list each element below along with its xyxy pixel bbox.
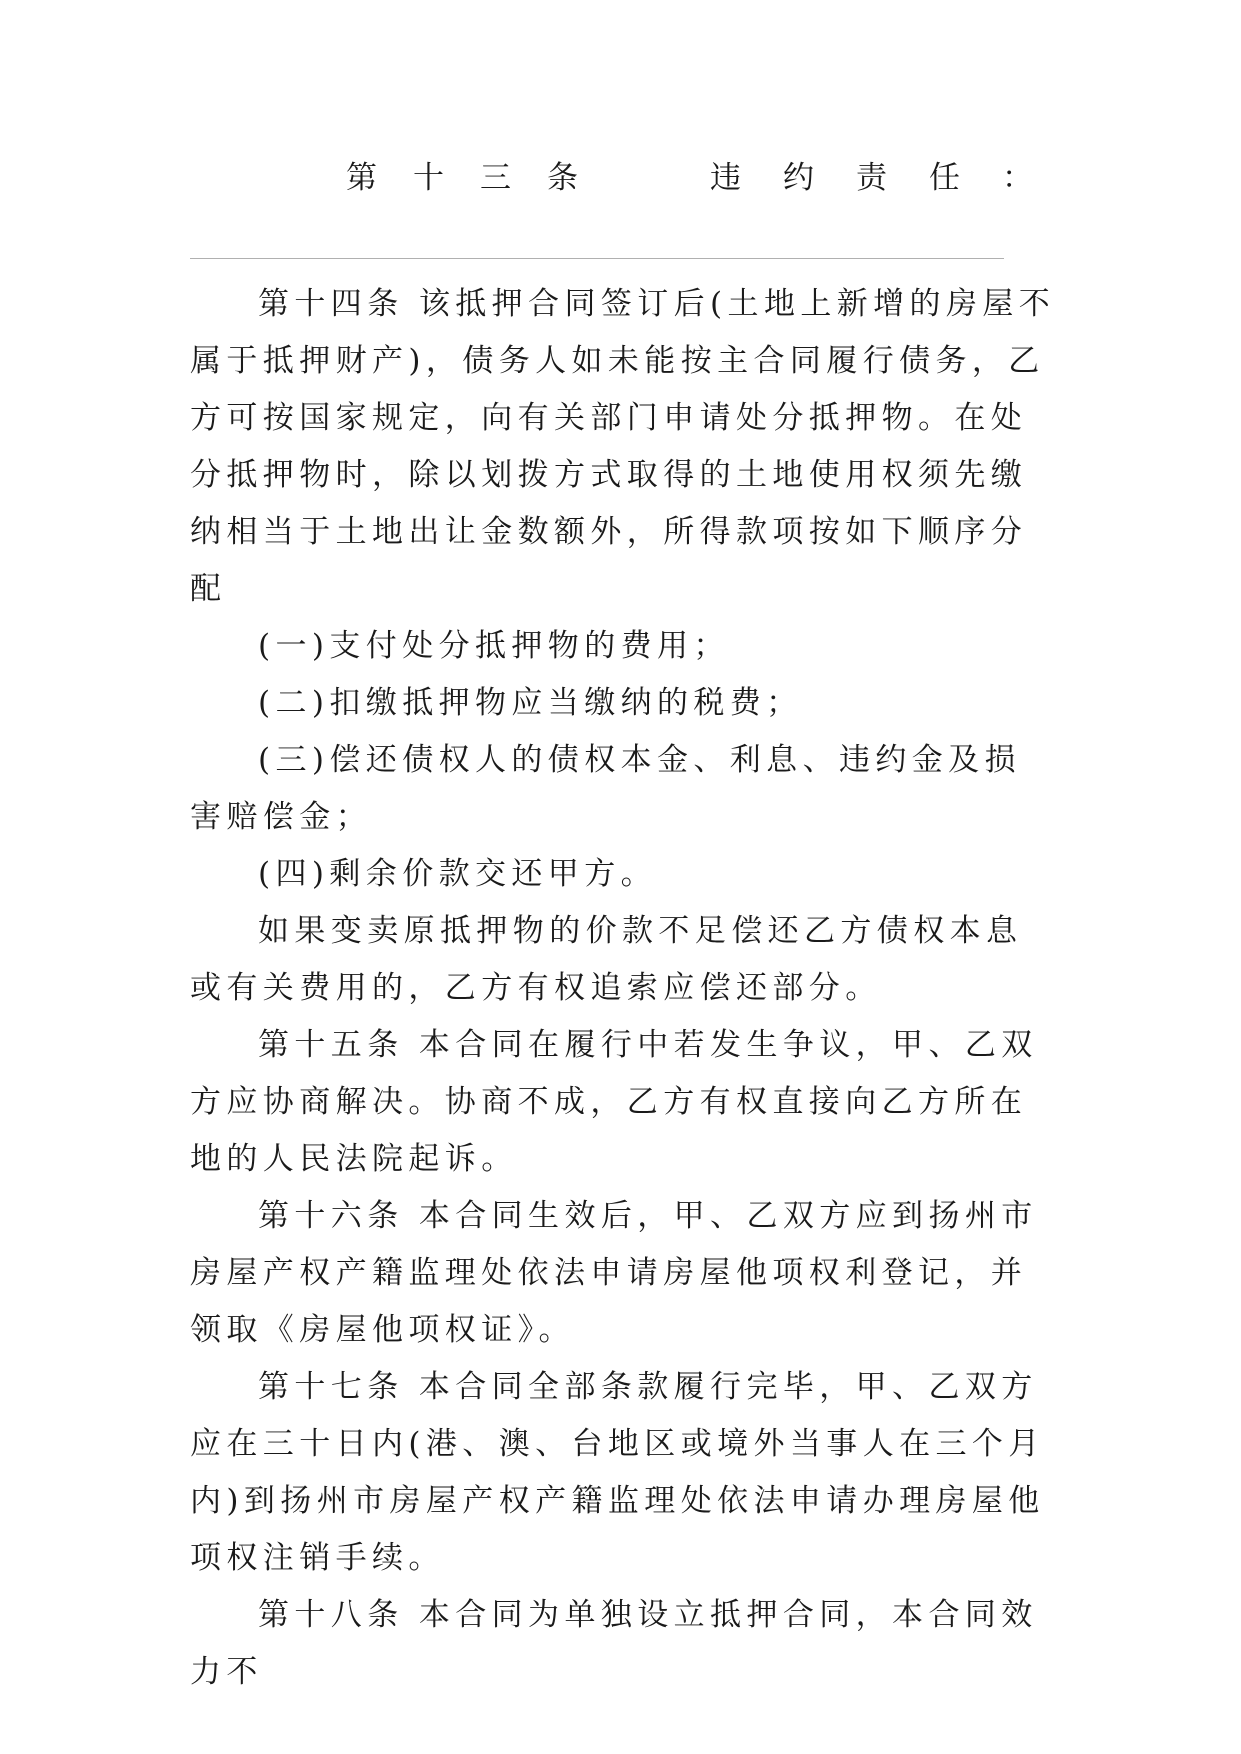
- article-16-paragraph: 第十六条 本合同生效后，甲、乙双方应到扬州市房屋产权产籍监理处依法申请房屋他项权利登记，并领取《房屋他项权证》。: [190, 1198, 1038, 1348]
- fill-in-blank-line: [190, 258, 1004, 259]
- list-item-2: (二)扣缴抵押物应当缴纳的税费；: [258, 685, 803, 721]
- article-17-paragraph: 第十七条 本合同全部条款履行完毕，甲、乙双方应在三十日内(港、澳、台地区或境外当事人在三个月内)到扬州市房屋产权产籍监理处依法申请办理房屋他项权注销手续。: [190, 1369, 1045, 1576]
- article-13-heading: [346, 158, 1075, 198]
- article-15-paragraph: 第十五条 本合同在履行中若发生争议，甲、乙双方应协商解决。协商不成，乙方有权直接向乙方所在地的人民法院起诉。: [190, 1027, 1038, 1177]
- list-item-1: (一)支付处分抵押物的费用；: [258, 628, 730, 664]
- shortfall-paragraph: 如果变卖原抵押物的价款不足偿还乙方债权本息或有关费用的，乙方有权追索应偿还部分。: [190, 913, 1023, 1006]
- contract-body: [190, 276, 1056, 1701]
- list-item-4: (四)剩余价款交还甲方。: [258, 856, 657, 892]
- article-13-number: 第十三条: [346, 160, 614, 196]
- article-18-paragraph: 第十八条 本合同为单独设立抵押合同，本合同效力不: [190, 1597, 1038, 1690]
- list-item-3: (三)偿还债权人的债权本金、利息、违约金及损害赔偿金；: [190, 742, 1021, 835]
- article-14-paragraph: 第十四条 该抵押合同签订后(土地上新增的房屋不属于抵押财产)，债务人如未能按主合同履行债务，乙方可按国家规定，向有关部门申请处分抵押物。在处分抵押物时，除以划拨方式取得的土地使用权须先缴纳相当于土地出让金数额外，所得款项按如下顺序分配: [190, 286, 1056, 607]
- article-13-title: 违约责任：: [710, 160, 1075, 196]
